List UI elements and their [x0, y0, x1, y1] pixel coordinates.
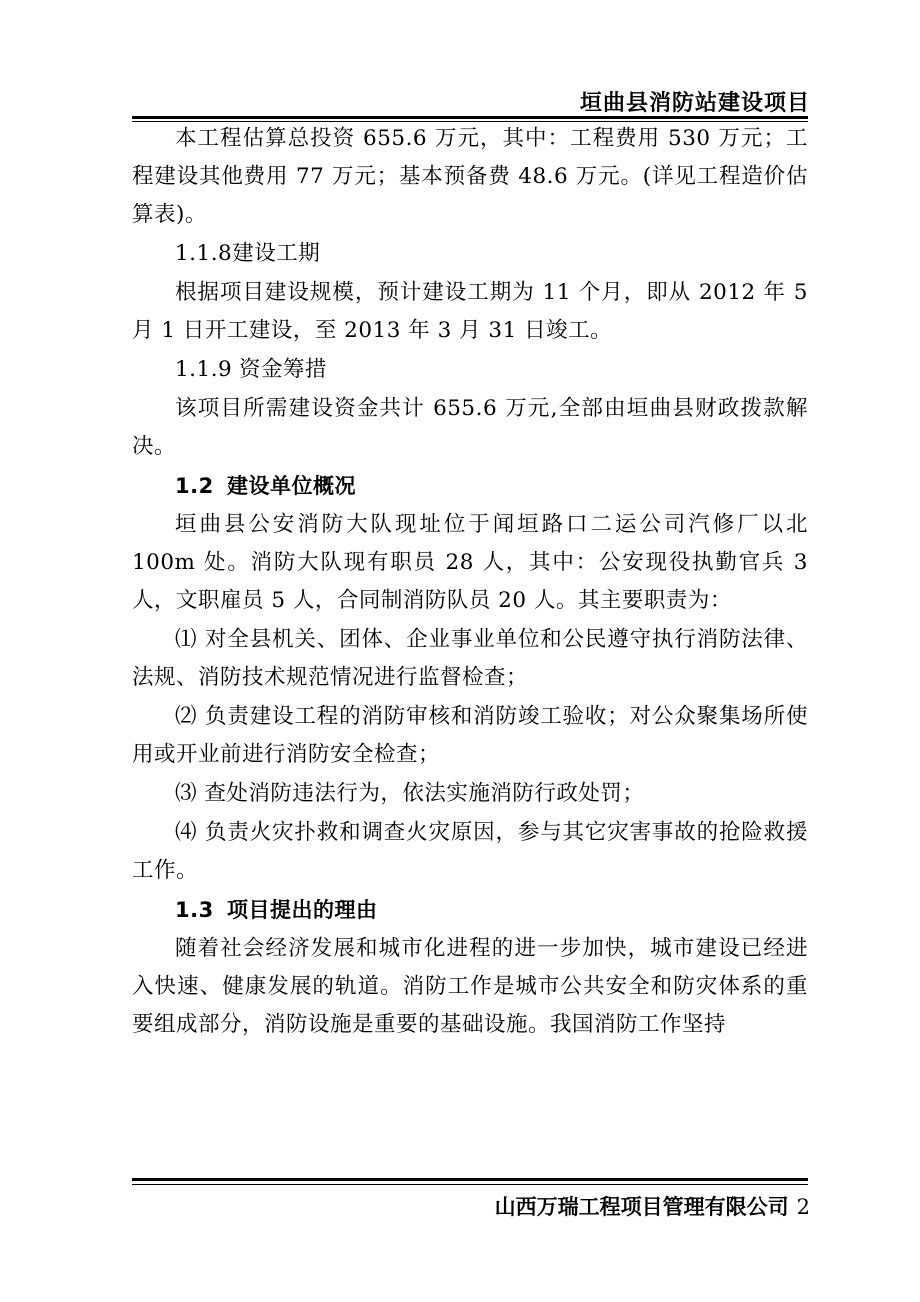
section-number: 1.2	[175, 474, 214, 498]
paragraph-duty-2: ⑵ 负责建设工程的消防审核和消防竣工验收；对公众聚集场所使用或开业前进行消防安全检查；	[132, 704, 808, 767]
header-title: 垣曲县消防站建设项目	[579, 91, 810, 116]
body-text	[132, 120, 808, 1045]
paragraph-duty-1: ⑴ 对全县机关、团体、企业事业单位和公民遵守执行消防法律、法规、消防技术规范情况进行监督检查；	[132, 627, 808, 690]
paragraph-rationale: 随着社会经济发展和城市化进程的进一步加快，城市建设已经进入快速、健康发展的轨道。消防工作是城市公共安全和防灾体系的重要组成部分，消防设施是重要的基础设施。我国消防工作坚持	[132, 936, 808, 1037]
footer-rule-thin	[132, 1184, 808, 1185]
section-number: 1.1.9	[175, 357, 233, 382]
footer-company: 山西万瑞工程项目管理有限公司	[494, 1195, 789, 1219]
section-heading-1-1-8	[132, 235, 808, 274]
section-title: 项目提出的理由	[227, 898, 378, 922]
page-number: 2	[796, 1195, 810, 1219]
section-title: 建设单位概况	[227, 474, 356, 498]
section-heading-1-2	[132, 467, 808, 506]
paragraph-investment: 本工程估算总投资 655.6 万元，其中：工程费用 530 万元；工程建设其他费用 77 万元；基本预备费 48.6 万元。(详见工程造价估算表)。	[132, 126, 808, 227]
paragraph-unit-overview: 垣曲县公安消防大队现址位于闻垣路口二运公司汽修厂以北 100m 处。消防大队现有职员 28 人，其中：公安现役执勤官兵 3 人，文职雇员 5 人，合同制消防队员 20 人。其主要职责为：	[132, 512, 808, 613]
paragraph-duty-4: ⑷ 负责火灾扑救和调查火灾原因，参与其它灾害事故的抢险救援工作。	[132, 820, 808, 883]
footer-rule-thick	[132, 1178, 808, 1181]
paragraph-duty-3: ⑶ 查处消防违法行为，依法实施消防行政处罚；	[175, 781, 645, 806]
header-rule-thick	[132, 116, 808, 119]
paragraph-schedule: 根据项目建设规模，预计建设工期为 11 个月，即从 2012 年 5 月 1 日开工建设，至 2013 年 3 月 31 日竣工。	[132, 280, 808, 343]
paragraph-funding: 该项目所需建设资金共计 655.6 万元,全部由垣曲县财政拨款解决。	[132, 396, 808, 459]
section-number: 1.3	[175, 898, 214, 922]
section-title: 建设工期	[232, 241, 321, 266]
section-title: 资金筹措	[239, 357, 328, 382]
section-heading-1-1-9	[132, 351, 808, 390]
footer	[495, 1191, 810, 1221]
section-number: 1.1.8	[175, 241, 233, 266]
section-heading-1-3	[132, 891, 808, 930]
